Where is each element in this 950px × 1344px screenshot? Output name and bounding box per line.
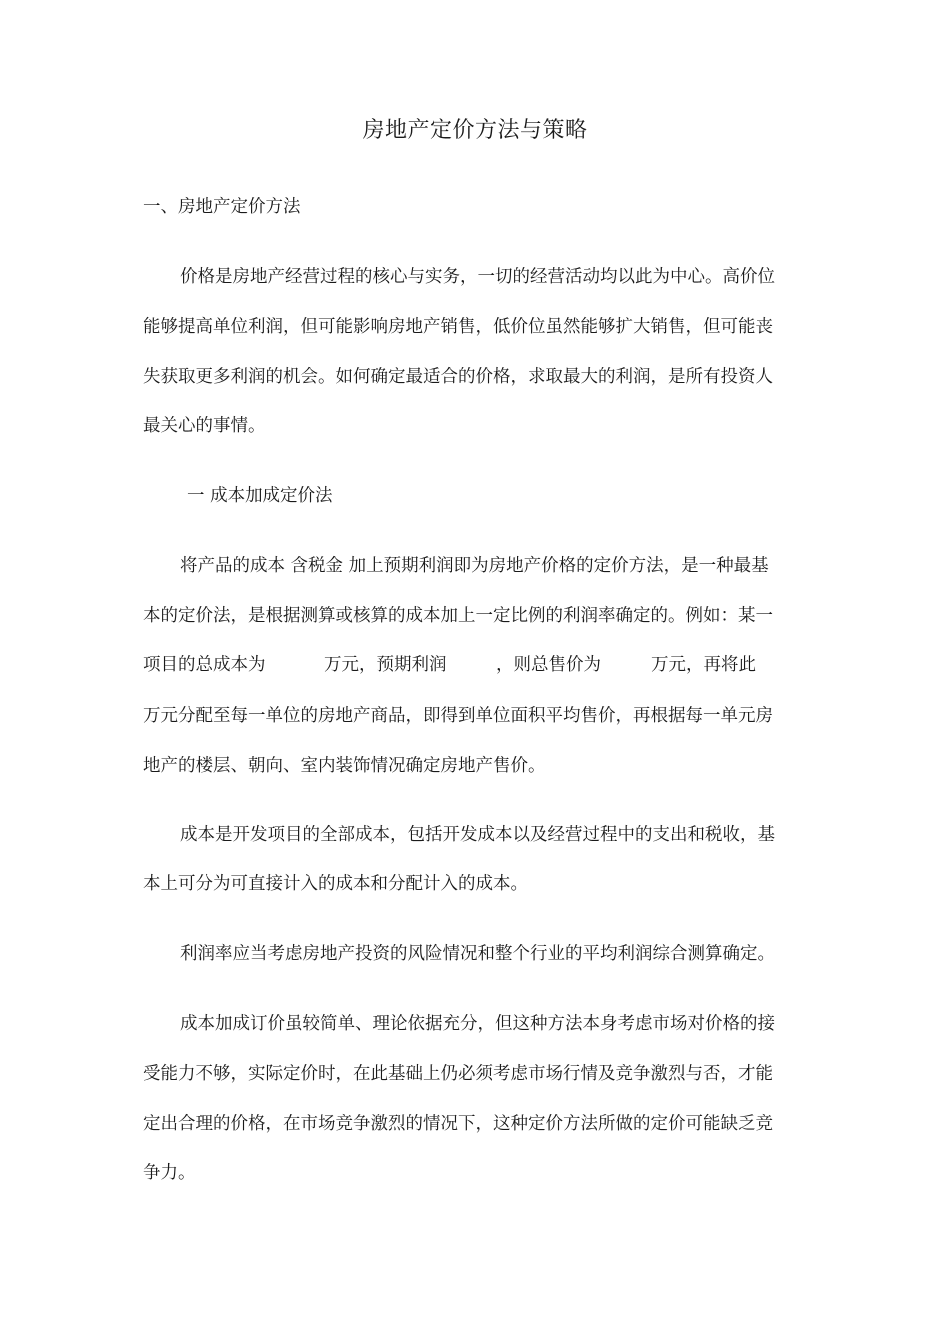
para1-line-2: 本的定价法，是根据测算或核算的成本加上一定比例的利润率确定的。例如：某一 bbox=[143, 606, 773, 626]
para4-line-4: 争力。 bbox=[143, 1163, 196, 1183]
para1-line-4: 万元分配至每一单位的房地产商品，即得到单位面积平均售价，再根据每一单元房 bbox=[143, 706, 773, 726]
para1-line-5: 地产的楼层、朝向、室内装饰情况确定房地产售价。 bbox=[143, 756, 546, 776]
document-title: 房地产定价方法与策略 bbox=[362, 118, 588, 143]
para4-line-1: 成本加成订价虽较简单、理论依据充分，但这种方法本身考虑市场对价格的接 bbox=[180, 1014, 775, 1034]
subsection-heading: 一 成本加成定价法 bbox=[187, 486, 333, 506]
para1-line-3-part-d: 万元，再将此 bbox=[651, 655, 756, 675]
section-heading: 一、房地产定价方法 bbox=[143, 197, 301, 217]
intro-line-2: 能够提高单位利润，但可能影响房地产销售，低价位虽然能够扩大销售，但可能丧 bbox=[143, 317, 773, 337]
intro-line-3: 失获取更多利润的机会。如何确定最适合的价格，求取最大的利润，是所有投资人 bbox=[143, 367, 773, 387]
para1-line-3-part-b: 万元，预期利润 bbox=[324, 655, 447, 675]
para2-line-2: 本上可分为可直接计入的成本和分配计入的成本。 bbox=[143, 874, 528, 894]
para1-line-3-part-c: ，则总售价为 bbox=[496, 655, 601, 675]
para2-line-1: 成本是开发项目的全部成本，包括开发成本以及经营过程中的支出和税收，基 bbox=[180, 825, 775, 845]
para1-line-3-part-a: 项目的总成本为 bbox=[143, 655, 266, 675]
para4-line-2: 受能力不够，实际定价时，在此基础上仍必须考虑市场行情及竞争激烈与否，才能 bbox=[143, 1064, 773, 1084]
para4-line-3: 定出合理的价格，在市场竞争激烈的情况下，这种定价方法所做的定价可能缺乏竞 bbox=[143, 1114, 773, 1134]
para3-line-1: 利润率应当考虑房地产投资的风险情况和整个行业的平均利润综合测算确定。 bbox=[180, 944, 775, 964]
intro-line-1: 价格是房地产经营过程的核心与实务，一切的经营活动均以此为中心。高价位 bbox=[180, 267, 775, 287]
para1-line-1: 将产品的成本 含税金 加上预期利润即为房地产价格的定价方法，是一种最基 bbox=[180, 556, 769, 576]
intro-line-4: 最关心的事情。 bbox=[143, 416, 266, 436]
